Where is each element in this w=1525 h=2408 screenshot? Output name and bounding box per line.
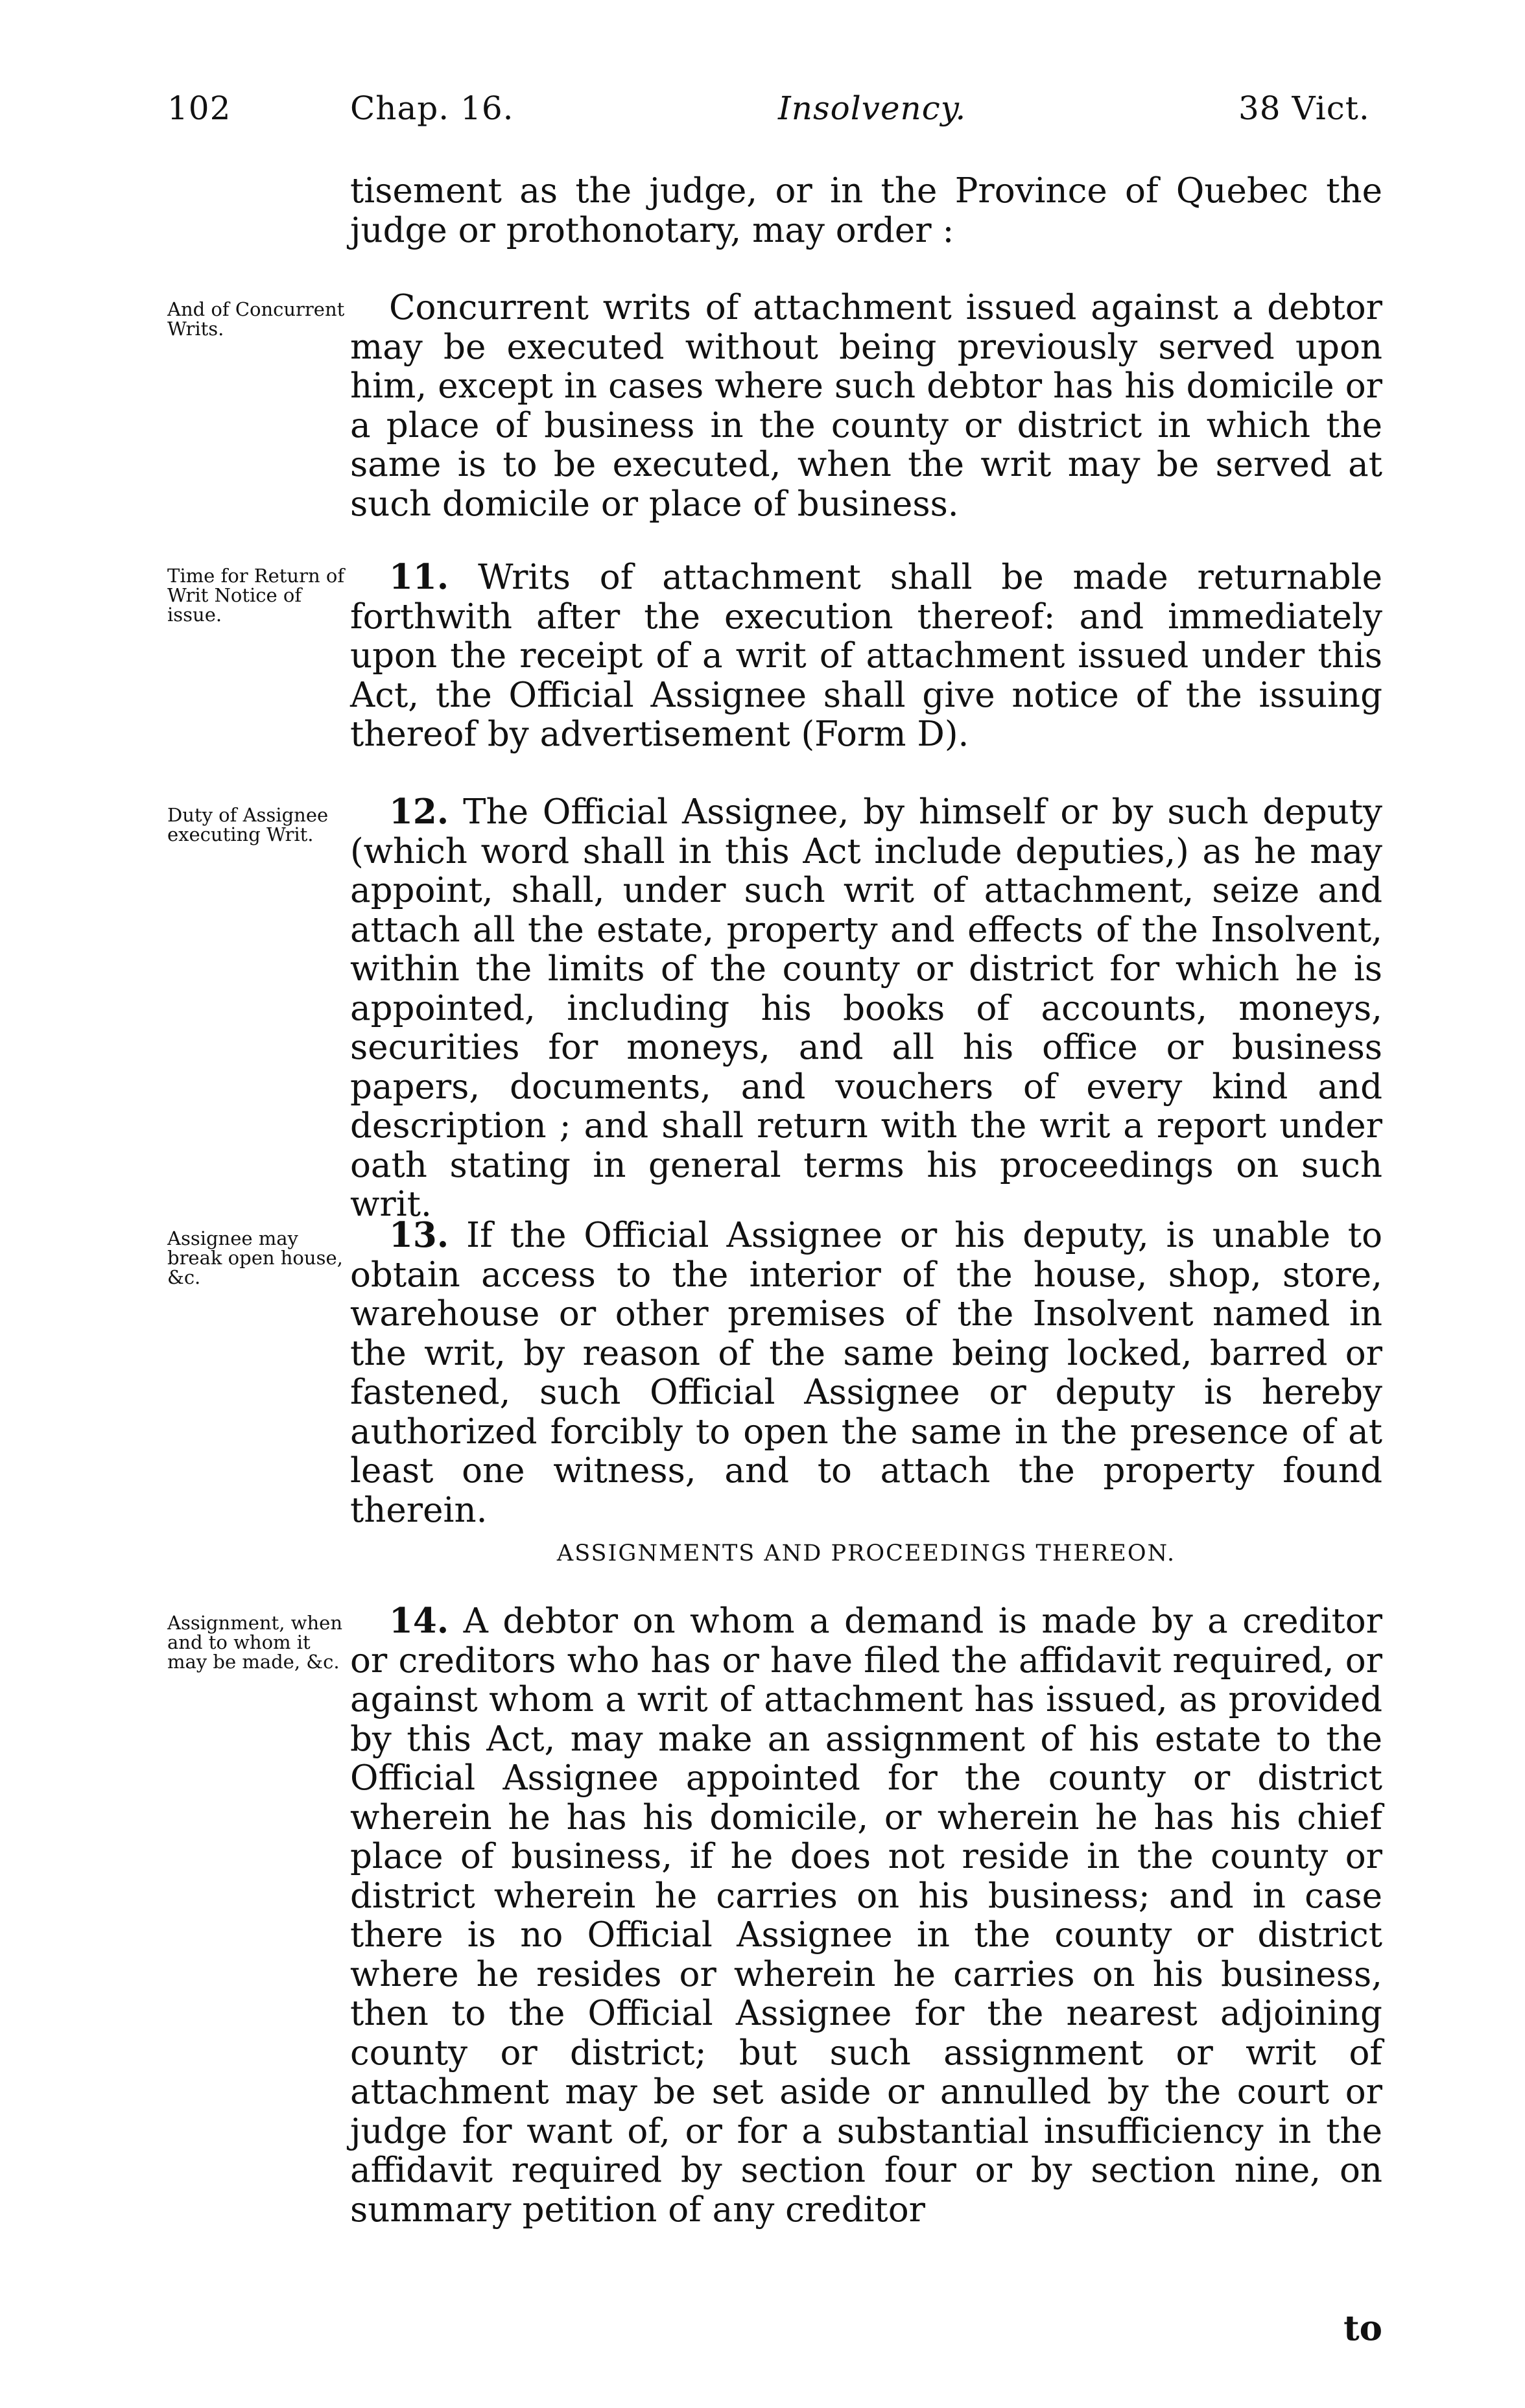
marginal-note-assignment: Assignment, when and to whom it may be made, &c. bbox=[167, 1612, 342, 1673]
section-number: 11. bbox=[389, 557, 449, 597]
chapter-label: Chap. 16. bbox=[350, 89, 514, 127]
marginal-note-return-of-writ: Time for Return of Writ Notice of issue. bbox=[167, 565, 345, 626]
paragraph-text: The Official Assignee, by himself or by such deputy (which word shall in this Act include deputies,) as he may appoint, shall, under such writ of attachment, seize and attach all the estate, property and effects of the Insolvent, within the limits of the county or district for which he is appointed, including his books of accounts, moneys, securities for moneys, and all his office or business papers, documents, and vouchers of every kind and description ; and shall return with the writ a report under oath stating in general terms his proceedings on such writ. bbox=[350, 792, 1382, 1224]
section-11 bbox=[350, 558, 1382, 755]
marginal-note-duty-of-assignee: Duty of Assignee executing Writ. bbox=[167, 804, 329, 845]
paragraph-text: Concurrent writs of attachment issued against a debtor may be executed without being previously served upon him, except in cases where such debtor has his domicile or a place of business in the county or district in which the same is to be executed, when the writ may be served at such domicile or place of business. bbox=[350, 288, 1382, 524]
section-13 bbox=[350, 1216, 1382, 1530]
section-12 bbox=[350, 792, 1382, 1225]
paragraph-continuation bbox=[350, 172, 1382, 250]
marginal-note-break-open-house: Assignee may break open house, &c. bbox=[167, 1227, 343, 1288]
section-number: 13. bbox=[389, 1215, 449, 1255]
catchword: to bbox=[1343, 2308, 1382, 2348]
page-number: 102 bbox=[167, 89, 231, 127]
running-title: Insolvency. bbox=[778, 89, 967, 127]
marginal-note-concurrent-writs: And of Concurrent Writs. bbox=[167, 298, 345, 340]
section-number: 14. bbox=[389, 1601, 449, 1641]
paragraph-text: Writs of attachment shall be made returnable forthwith after the execution thereof: and immediately upon the receipt of a writ of attachment issued under this Act, the Official Assignee shall give notice of the issuing thereof by advertisement (Form D). bbox=[350, 558, 1382, 754]
paragraph-text: A debtor on whom a demand is made by a creditor or creditors who has or have filed the affidavit required, or against whom a writ of attachment has issued, as provided by this Act, may make an assignment of his estate to the Official Assignee appointed for the county or district wherein he has his domicile, or wherein he has his chief place of business, if he does not reside in the county or district wherein he carries on his business; and in case there is no Official Assignee in the county or district where he resides or wherein he carries on his business, then to the Official Assignee for the nearest adjoining county or district; but such assignment or writ of attachment may be set aside or annulled by the court or judge for want of, or for a substantial insufficiency in the affidavit required by section four or by section nine, on summary petition of any creditor bbox=[350, 1601, 1383, 2230]
section-number: 12. bbox=[389, 792, 449, 832]
paragraph-text: If the Official Assignee or his deputy, is unable to obtain access to the interior of the house, shop, store, warehouse or other premises of the Insolvent named in the writ, by reason of the same being locked, barred or fastened, such Official Assignee or deputy is hereby authorized forcibly to open the same in the presence of at least one witness, and to attach the property found therein. bbox=[350, 1216, 1382, 1530]
paragraph-concurrent-writs bbox=[350, 289, 1382, 524]
paragraph-text: tisement as the judge, or in the Province of Quebec the judge or prothonotary, may order : bbox=[350, 171, 1382, 250]
section-heading: ASSIGNMENTS AND PROCEEDINGS THEREON. bbox=[556, 1540, 1176, 1566]
section-14 bbox=[350, 1601, 1382, 2230]
regnal-year: 38 Vict. bbox=[1238, 89, 1370, 127]
